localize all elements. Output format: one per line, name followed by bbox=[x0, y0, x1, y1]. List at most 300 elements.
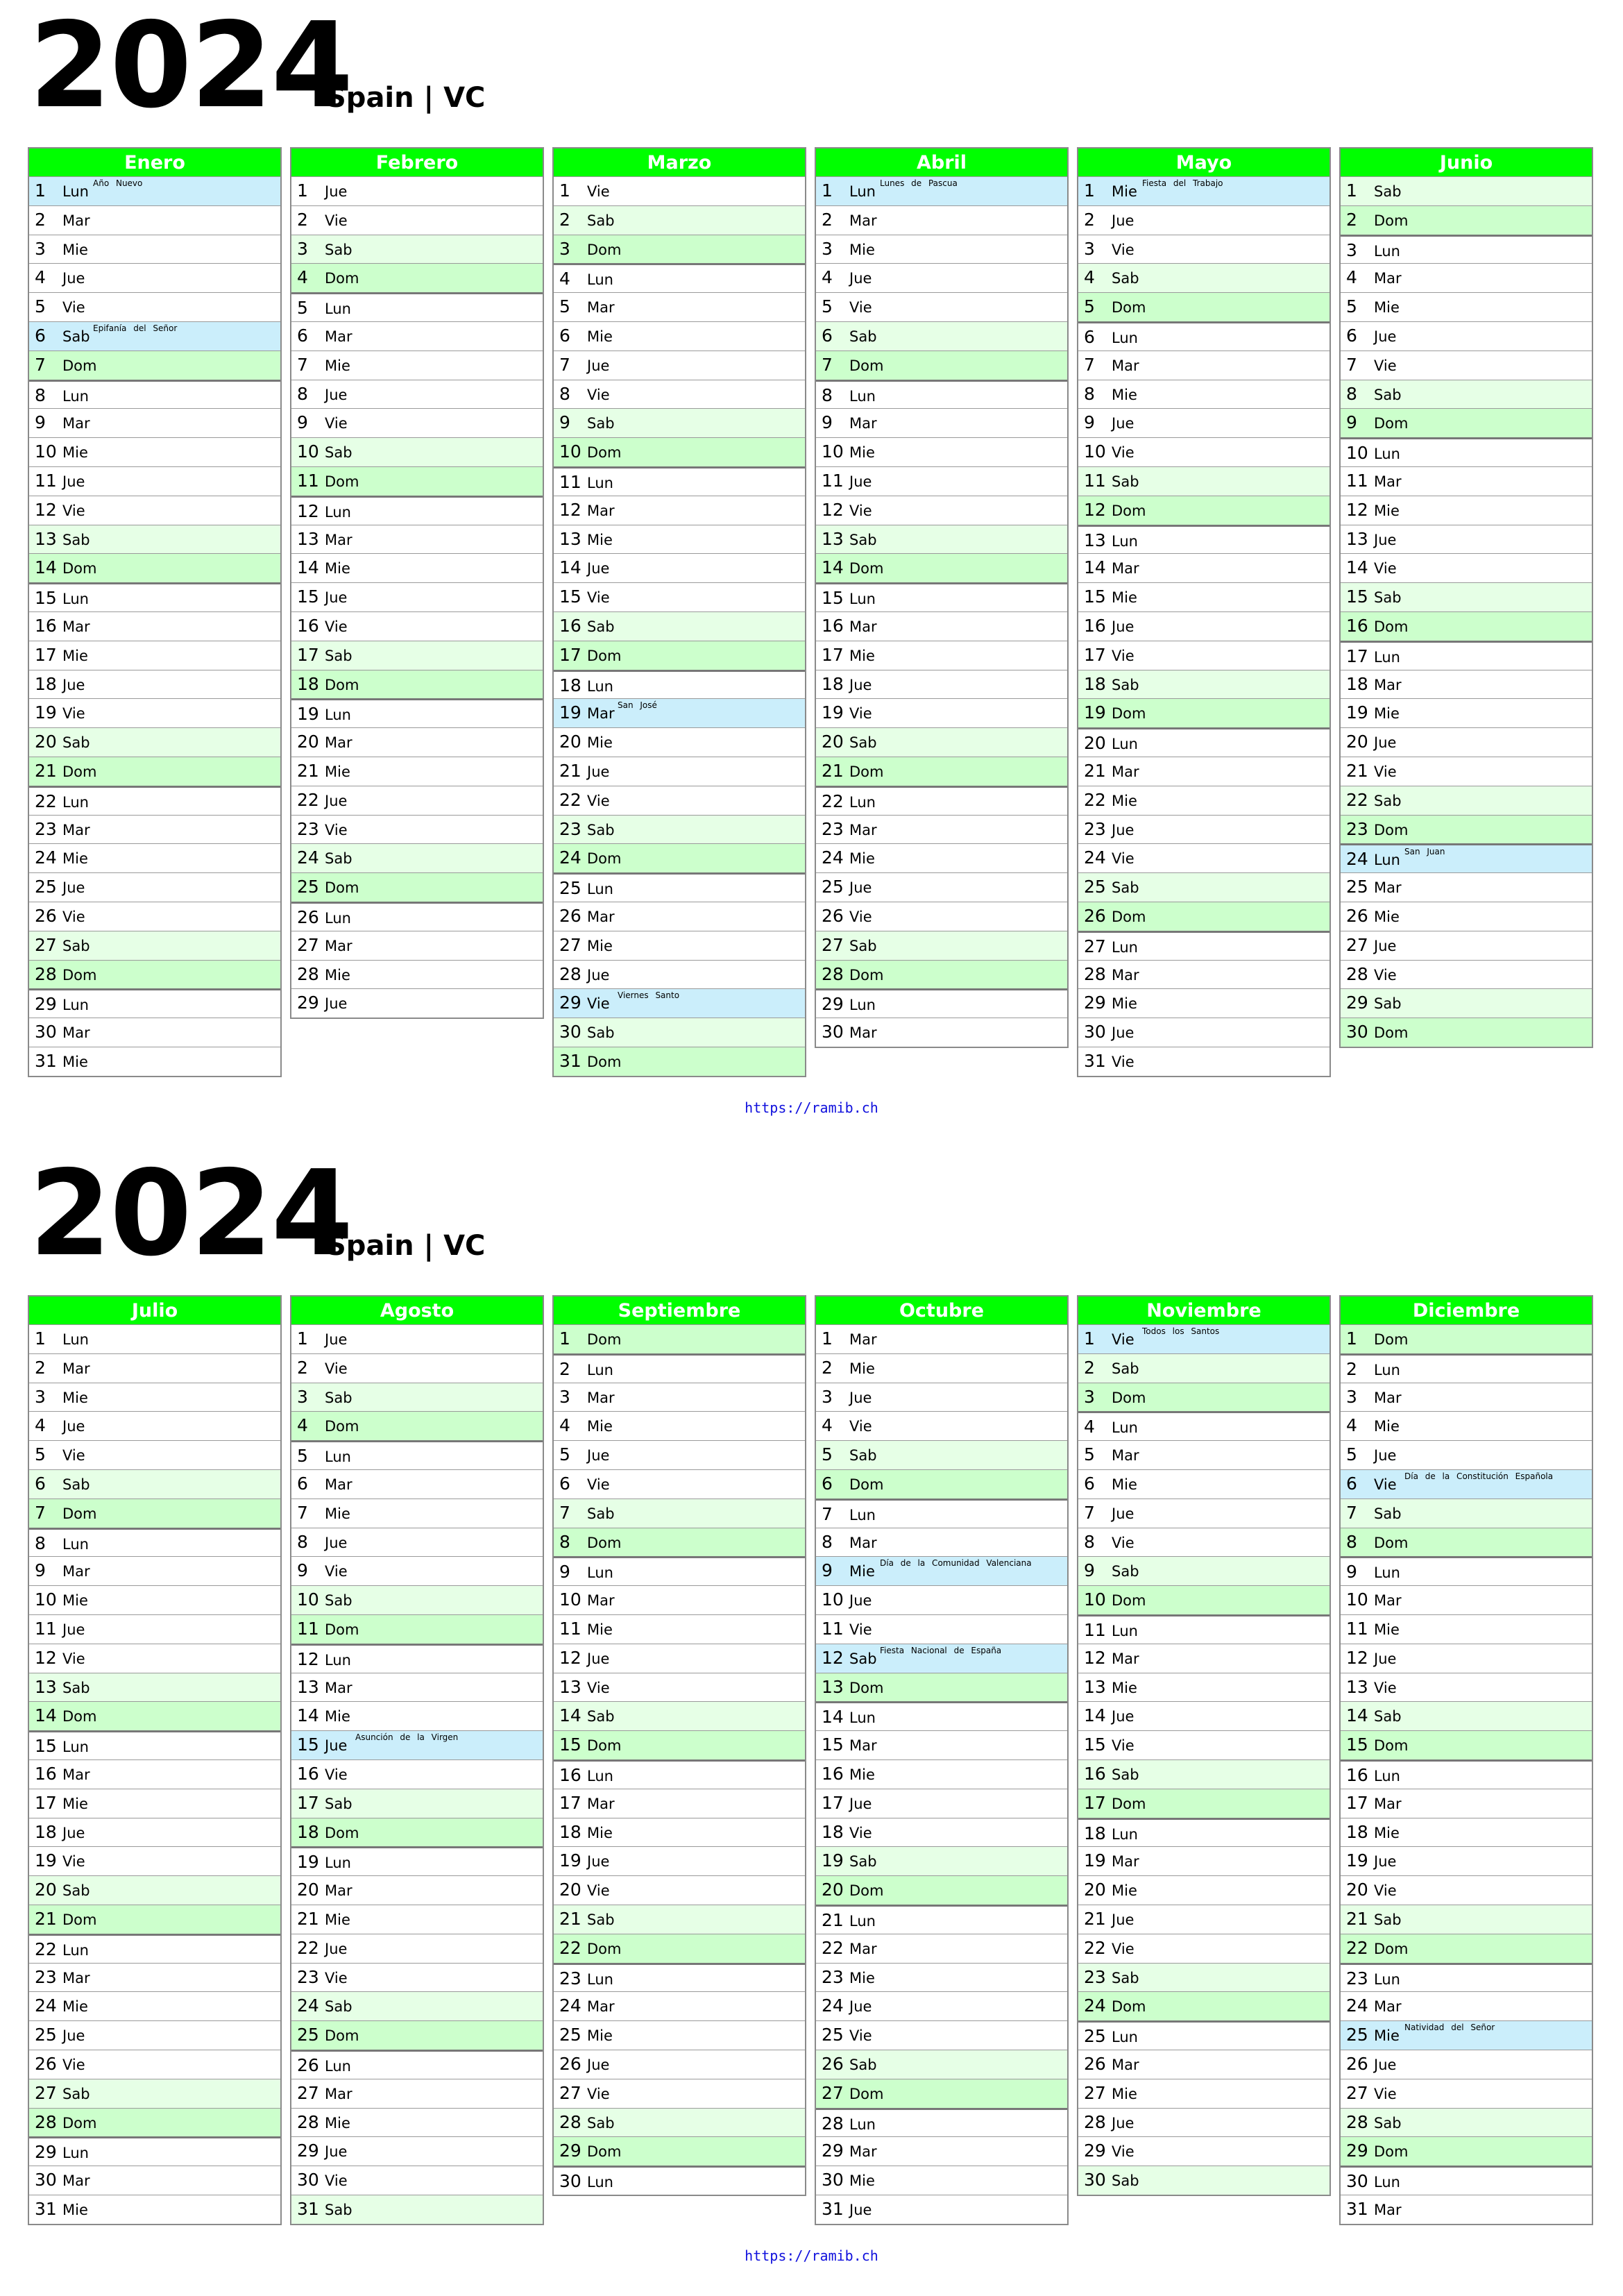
day-row bbox=[816, 1905, 1067, 1934]
day-number: 25 bbox=[35, 2025, 57, 2045]
day-number: 25 bbox=[1084, 877, 1106, 897]
weekday-label: Vie bbox=[1112, 444, 1135, 462]
day-row bbox=[554, 641, 805, 670]
day-row bbox=[816, 698, 1067, 727]
day-row bbox=[29, 380, 280, 409]
day-number: 1 bbox=[822, 180, 833, 201]
day-row bbox=[29, 1614, 280, 1644]
weekday-label: Vie bbox=[849, 908, 872, 925]
day-row bbox=[291, 437, 543, 466]
months-grid bbox=[28, 1295, 1593, 2225]
month-junio bbox=[1339, 147, 1593, 1077]
day-row bbox=[554, 1789, 805, 1818]
weekday-label: Vie bbox=[325, 1563, 348, 1580]
weekday-label: Lun bbox=[1112, 532, 1138, 550]
day-row bbox=[291, 1644, 543, 1673]
weekday-label: Lun bbox=[587, 1970, 613, 1988]
day-number: 19 bbox=[559, 1850, 581, 1871]
day-row bbox=[291, 843, 543, 872]
weekday-label: Mar bbox=[849, 821, 877, 838]
day-row bbox=[816, 1818, 1067, 1847]
day-number: 13 bbox=[35, 1676, 57, 1697]
day-row bbox=[554, 292, 805, 321]
day-row bbox=[554, 380, 805, 409]
day-number: 1 bbox=[1084, 1328, 1095, 1349]
day-row bbox=[291, 757, 543, 786]
weekday-label: Lun bbox=[1112, 1419, 1138, 1437]
day-number: 5 bbox=[559, 1444, 570, 1465]
day-row bbox=[1341, 553, 1592, 582]
month-header: Julio bbox=[28, 1295, 282, 1324]
day-row bbox=[29, 1353, 280, 1383]
day-row bbox=[1341, 902, 1592, 931]
day-number: 11 bbox=[1084, 1619, 1106, 1640]
day-number: 15 bbox=[822, 588, 844, 609]
day-row bbox=[1078, 931, 1329, 960]
weekday-label: Mie bbox=[1112, 183, 1137, 200]
day-row bbox=[29, 1759, 280, 1789]
weekday-label: Sab bbox=[325, 850, 352, 868]
day-number: 14 bbox=[1084, 1705, 1106, 1726]
day-row bbox=[29, 2166, 280, 2195]
weekday-label: Vie bbox=[1374, 763, 1397, 780]
weekday-label: Mar bbox=[1112, 1447, 1139, 1464]
day-number: 28 bbox=[1346, 2111, 1368, 2132]
day-number: 16 bbox=[822, 1763, 844, 1784]
weekday-label: Mie bbox=[1112, 1476, 1137, 1493]
day-number: 8 bbox=[297, 1531, 308, 1552]
weekday-label: Sab bbox=[1112, 1766, 1139, 1783]
weekday-label: Mar bbox=[587, 502, 615, 519]
day-row bbox=[291, 1469, 543, 1499]
weekday-label: Dom bbox=[849, 1882, 884, 1900]
day-row bbox=[291, 670, 543, 699]
weekday-label: Jue bbox=[1112, 1911, 1135, 1928]
day-number: 30 bbox=[559, 2171, 581, 2192]
day-row bbox=[29, 1701, 280, 1730]
weekday-label: Sab bbox=[587, 1024, 615, 1042]
day-number: 29 bbox=[297, 2141, 319, 2161]
day-number: 30 bbox=[35, 2170, 57, 2191]
day-number: 23 bbox=[559, 818, 581, 839]
weekday-label: Mie bbox=[587, 531, 613, 548]
weekday-label: Lun bbox=[62, 183, 89, 200]
footer-link[interactable]: https://ramib.ch bbox=[745, 2247, 878, 2264]
weekday-label: Sab bbox=[1112, 879, 1139, 897]
weekday-label: Sab bbox=[849, 734, 877, 752]
weekday-label: Sab bbox=[1374, 386, 1402, 403]
day-row bbox=[554, 1759, 805, 1789]
day-row bbox=[816, 2166, 1067, 2195]
day-number: 12 bbox=[822, 499, 844, 520]
weekday-label: Sab bbox=[1112, 1563, 1139, 1580]
weekday-label: Jue bbox=[587, 357, 610, 374]
day-row bbox=[554, 988, 805, 1018]
day-row bbox=[29, 525, 280, 554]
weekday-label: Lun bbox=[62, 1739, 89, 1756]
weekday-label: Dom bbox=[587, 2143, 622, 2161]
day-row bbox=[816, 1018, 1067, 1047]
weekday-label: Mar bbox=[1374, 2201, 1402, 2218]
day-row bbox=[1341, 2050, 1592, 2079]
day-row bbox=[554, 437, 805, 466]
day-number: 1 bbox=[822, 1328, 833, 1349]
day-row bbox=[1078, 1499, 1329, 1528]
day-row bbox=[1341, 437, 1592, 466]
day-number: 19 bbox=[1084, 1850, 1106, 1871]
day-number: 4 bbox=[297, 1415, 308, 1436]
weekday-label: Mar bbox=[1112, 966, 1139, 984]
day-row bbox=[1078, 1818, 1329, 1847]
day-row bbox=[1341, 2136, 1592, 2166]
day-row bbox=[29, 1789, 280, 1818]
day-number: 12 bbox=[297, 1648, 319, 1669]
day-number: 19 bbox=[35, 702, 57, 723]
day-row bbox=[1341, 1383, 1592, 1412]
day-row bbox=[1078, 611, 1329, 641]
day-row bbox=[291, 1556, 543, 1585]
day-row bbox=[554, 553, 805, 582]
weekday-label: Lun bbox=[62, 591, 89, 608]
day-row bbox=[816, 292, 1067, 321]
day-row bbox=[554, 843, 805, 872]
day-number: 15 bbox=[297, 1734, 319, 1755]
day-number: 10 bbox=[35, 441, 57, 462]
weekday-label: Sab bbox=[1112, 270, 1139, 287]
weekday-label: Mar bbox=[325, 328, 352, 345]
day-number: 17 bbox=[1084, 1792, 1106, 1813]
day-row bbox=[1078, 1730, 1329, 1759]
day-number: 18 bbox=[297, 673, 319, 694]
day-row bbox=[816, 1528, 1067, 1557]
weekday-label: Mar bbox=[1112, 357, 1139, 374]
day-row bbox=[291, 2079, 543, 2108]
weekday-label: Sab bbox=[587, 821, 615, 838]
day-row bbox=[816, 380, 1067, 409]
weekday-label: Jue bbox=[1374, 937, 1397, 954]
day-number: 1 bbox=[559, 1328, 570, 1349]
weekday-label: Mar bbox=[1374, 676, 1402, 693]
day-number: 30 bbox=[1084, 2170, 1106, 2191]
day-row bbox=[29, 1818, 280, 1847]
day-row bbox=[1078, 1324, 1329, 1353]
day-number: 4 bbox=[822, 1415, 833, 1436]
weekday-label: Jue bbox=[849, 270, 872, 287]
day-number: 14 bbox=[1346, 557, 1368, 578]
day-row bbox=[291, 1759, 543, 1789]
weekday-label: Vie bbox=[62, 705, 85, 723]
weekday-label: Mie bbox=[849, 1766, 875, 1783]
month-days bbox=[815, 176, 1069, 1048]
weekday-label: Jue bbox=[325, 1737, 348, 1755]
day-number: 13 bbox=[1084, 1676, 1106, 1697]
day-number: 12 bbox=[559, 1647, 581, 1668]
day-number: 26 bbox=[1084, 905, 1106, 926]
weekday-label: Lun bbox=[62, 1941, 89, 1959]
day-number: 11 bbox=[1084, 470, 1106, 491]
weekday-label: Sab bbox=[325, 1795, 352, 1812]
day-number: 24 bbox=[1084, 847, 1106, 868]
weekday-label: Vie bbox=[325, 821, 348, 838]
day-number: 29 bbox=[297, 993, 319, 1013]
day-number: 27 bbox=[1346, 934, 1368, 955]
day-row bbox=[1078, 815, 1329, 844]
day-number: 22 bbox=[1084, 789, 1106, 810]
weekday-label: Dom bbox=[587, 1053, 622, 1070]
day-number: 6 bbox=[1346, 1473, 1357, 1494]
day-number: 17 bbox=[1084, 644, 1106, 665]
weekday-label: Mar bbox=[1112, 1853, 1139, 1871]
day-number: 17 bbox=[559, 644, 581, 665]
weekday-label: Dom bbox=[849, 2085, 884, 2102]
day-number: 17 bbox=[1346, 645, 1368, 666]
day-row bbox=[291, 902, 543, 931]
day-number: 2 bbox=[35, 209, 46, 230]
day-row bbox=[816, 641, 1067, 670]
day-number: 23 bbox=[1084, 1966, 1106, 1987]
day-number: 14 bbox=[822, 557, 844, 578]
weekday-label: Dom bbox=[1374, 821, 1409, 838]
day-number: 6 bbox=[822, 1473, 833, 1494]
day-row bbox=[554, 1846, 805, 1875]
day-row bbox=[1341, 496, 1592, 525]
weekday-label: Jue bbox=[325, 2143, 348, 2161]
weekday-label: Jue bbox=[62, 879, 85, 897]
day-row bbox=[29, 1556, 280, 1585]
day-row bbox=[1078, 496, 1329, 525]
weekday-label: Sab bbox=[1374, 589, 1402, 607]
day-number: 9 bbox=[1084, 1560, 1095, 1581]
day-row bbox=[1341, 1934, 1592, 1963]
weekday-label: Sab bbox=[325, 647, 352, 664]
day-row bbox=[554, 786, 805, 815]
day-number: 2 bbox=[35, 1357, 46, 1378]
day-row bbox=[291, 2020, 543, 2050]
weekday-label: Vie bbox=[325, 2172, 348, 2190]
weekday-label: Lun bbox=[587, 474, 613, 491]
weekday-label: Mar bbox=[1374, 473, 1402, 490]
day-row bbox=[291, 351, 543, 380]
weekday-label: Sab bbox=[849, 2056, 877, 2073]
day-row bbox=[816, 727, 1067, 757]
day-row bbox=[291, 1324, 543, 1353]
day-number: 29 bbox=[35, 2142, 57, 2163]
month-header: Octubre bbox=[815, 1295, 1069, 1324]
day-number: 15 bbox=[1346, 586, 1368, 607]
day-number: 11 bbox=[297, 1618, 319, 1639]
weekday-label: Lun bbox=[1112, 938, 1138, 956]
day-row bbox=[816, 843, 1067, 872]
day-row bbox=[816, 1585, 1067, 1614]
weekday-label: Jue bbox=[1374, 531, 1397, 548]
day-number: 3 bbox=[297, 1386, 308, 1407]
weekday-label: Mar bbox=[325, 1476, 352, 1493]
day-row bbox=[29, 2050, 280, 2079]
weekday-label: Dom bbox=[587, 1940, 622, 1957]
day-number: 25 bbox=[822, 2025, 844, 2045]
day-row bbox=[29, 2020, 280, 2050]
day-row bbox=[291, 2166, 543, 2195]
day-row bbox=[1078, 292, 1329, 321]
day-row bbox=[29, 351, 280, 380]
weekday-label: Vie bbox=[325, 1766, 348, 1783]
day-number: 30 bbox=[822, 1022, 844, 1043]
holiday-label: Día de la Constitución Española bbox=[1404, 1471, 1554, 1481]
month-octubre bbox=[815, 1295, 1069, 2225]
day-number: 8 bbox=[559, 383, 570, 404]
weekday-label: Lun bbox=[325, 2057, 351, 2075]
day-number: 22 bbox=[559, 789, 581, 810]
weekday-label: Dom bbox=[325, 879, 359, 897]
day-number: 26 bbox=[35, 2053, 57, 2074]
weekday-label: Jue bbox=[325, 1940, 348, 1957]
weekday-label: Mie bbox=[587, 937, 613, 954]
day-row bbox=[291, 1528, 543, 1557]
weekday-label: Lun bbox=[62, 793, 89, 811]
day-row bbox=[816, 553, 1067, 582]
weekday-label: Dom bbox=[62, 966, 97, 984]
weekday-label: Mie bbox=[1112, 1882, 1137, 1900]
day-row bbox=[554, 1556, 805, 1585]
weekday-label: Jue bbox=[1112, 821, 1135, 838]
day-row bbox=[1341, 1585, 1592, 1614]
day-row bbox=[1078, 1934, 1329, 1963]
weekday-label: Dom bbox=[325, 473, 359, 490]
weekday-label: Lun bbox=[849, 1912, 876, 1930]
day-row bbox=[29, 1383, 280, 1412]
weekday-label: Mar bbox=[587, 1998, 615, 2016]
weekday-label: Mar bbox=[62, 821, 90, 838]
weekday-label: Mie bbox=[325, 1708, 350, 1725]
weekday-label: Dom bbox=[62, 2114, 97, 2132]
weekday-label: Mar bbox=[849, 212, 877, 229]
day-row bbox=[291, 1846, 543, 1875]
weekday-label: Lun bbox=[587, 677, 613, 695]
weekday-label: Jue bbox=[62, 676, 85, 693]
day-row bbox=[29, 1991, 280, 2020]
day-row bbox=[1078, 1047, 1329, 1076]
day-number: 31 bbox=[1346, 2198, 1368, 2219]
weekday-label: Lun bbox=[849, 2116, 876, 2133]
day-row bbox=[291, 1934, 543, 1963]
weekday-label: Mie bbox=[62, 1998, 88, 2016]
day-number: 16 bbox=[1084, 1763, 1106, 1784]
day-number: 15 bbox=[822, 1734, 844, 1755]
month-header: Noviembre bbox=[1077, 1295, 1331, 1324]
weekday-label: Mie bbox=[62, 1592, 88, 1610]
weekday-label: Sab bbox=[325, 241, 352, 258]
day-number: 29 bbox=[1346, 993, 1368, 1013]
day-row bbox=[1078, 670, 1329, 699]
holiday-label: Epifanía del Señor bbox=[93, 323, 178, 333]
holiday-label: San Juan bbox=[1404, 847, 1445, 857]
day-row bbox=[554, 1644, 805, 1673]
footer-link[interactable]: https://ramib.ch bbox=[745, 1099, 878, 1116]
day-number: 2 bbox=[1346, 209, 1357, 230]
weekday-label: Jue bbox=[1374, 734, 1397, 752]
weekday-label: Mar bbox=[1374, 1389, 1402, 1406]
weekday-label: Lun bbox=[1374, 1361, 1400, 1378]
weekday-label: Mar bbox=[62, 415, 90, 432]
day-row bbox=[29, 1875, 280, 1905]
day-row bbox=[554, 1585, 805, 1614]
weekday-label: Mar bbox=[62, 1024, 90, 1042]
day-number: 21 bbox=[822, 760, 844, 781]
weekday-label: Sab bbox=[1374, 1708, 1402, 1725]
day-row bbox=[1078, 1411, 1329, 1440]
day-row bbox=[816, 437, 1067, 466]
day-number: 25 bbox=[35, 877, 57, 897]
weekday-label: Lun bbox=[849, 1506, 876, 1523]
day-row bbox=[816, 1730, 1067, 1759]
weekday-label: Lun bbox=[1374, 1564, 1400, 1582]
day-row bbox=[1078, 2136, 1329, 2166]
day-number: 23 bbox=[35, 1966, 57, 1987]
day-row bbox=[1078, 1528, 1329, 1557]
month-days bbox=[552, 176, 806, 1077]
day-number: 30 bbox=[1346, 2171, 1368, 2192]
day-row bbox=[1078, 1875, 1329, 1905]
weekday-label: Sab bbox=[849, 1853, 877, 1871]
day-number: 3 bbox=[35, 1386, 46, 1407]
day-row bbox=[29, 786, 280, 815]
day-row bbox=[291, 235, 543, 264]
weekday-label: Mar bbox=[587, 299, 615, 316]
day-number: 7 bbox=[1084, 1502, 1095, 1523]
weekday-label: Dom bbox=[62, 357, 97, 374]
day-row bbox=[1078, 1440, 1329, 1469]
day-row bbox=[1341, 351, 1592, 380]
weekday-label: Dom bbox=[849, 1679, 884, 1696]
day-number: 24 bbox=[35, 1995, 57, 2016]
day-row bbox=[554, 960, 805, 989]
weekday-label: Sab bbox=[62, 328, 90, 345]
day-row bbox=[554, 321, 805, 351]
weekday-label: Sab bbox=[587, 618, 615, 635]
weekday-label: Vie bbox=[1112, 647, 1135, 664]
day-number: 22 bbox=[822, 791, 844, 811]
weekday-label: Vie bbox=[1374, 560, 1397, 577]
weekday-label: Vie bbox=[1112, 1737, 1135, 1755]
day-row bbox=[1341, 1324, 1592, 1353]
day-number: 10 bbox=[559, 441, 581, 462]
day-number: 22 bbox=[1346, 789, 1368, 810]
day-number: 7 bbox=[1084, 354, 1095, 375]
weekday-label: Jue bbox=[849, 1592, 872, 1610]
day-row bbox=[554, 1047, 805, 1076]
day-number: 27 bbox=[1346, 2082, 1368, 2103]
weekday-label: Mie bbox=[849, 241, 875, 258]
weekday-label: Vie bbox=[587, 1679, 610, 1696]
day-number: 4 bbox=[35, 267, 46, 288]
weekday-label: Jue bbox=[62, 270, 85, 287]
day-number: 30 bbox=[559, 1022, 581, 1043]
weekday-label: Mie bbox=[62, 444, 88, 462]
day-row bbox=[29, 902, 280, 931]
weekday-label: Mie bbox=[62, 2201, 88, 2218]
day-number: 7 bbox=[297, 1502, 308, 1523]
weekday-label: Sab bbox=[1374, 1505, 1402, 1522]
day-number: 1 bbox=[35, 1328, 46, 1349]
months-grid bbox=[28, 147, 1593, 1077]
day-number: 1 bbox=[559, 180, 570, 201]
day-row bbox=[1341, 1789, 1592, 1818]
day-row bbox=[554, 757, 805, 786]
weekday-label: Lun bbox=[849, 793, 876, 811]
month-header: Enero bbox=[28, 147, 282, 176]
day-row bbox=[554, 1440, 805, 1469]
month-days bbox=[290, 1324, 544, 2225]
